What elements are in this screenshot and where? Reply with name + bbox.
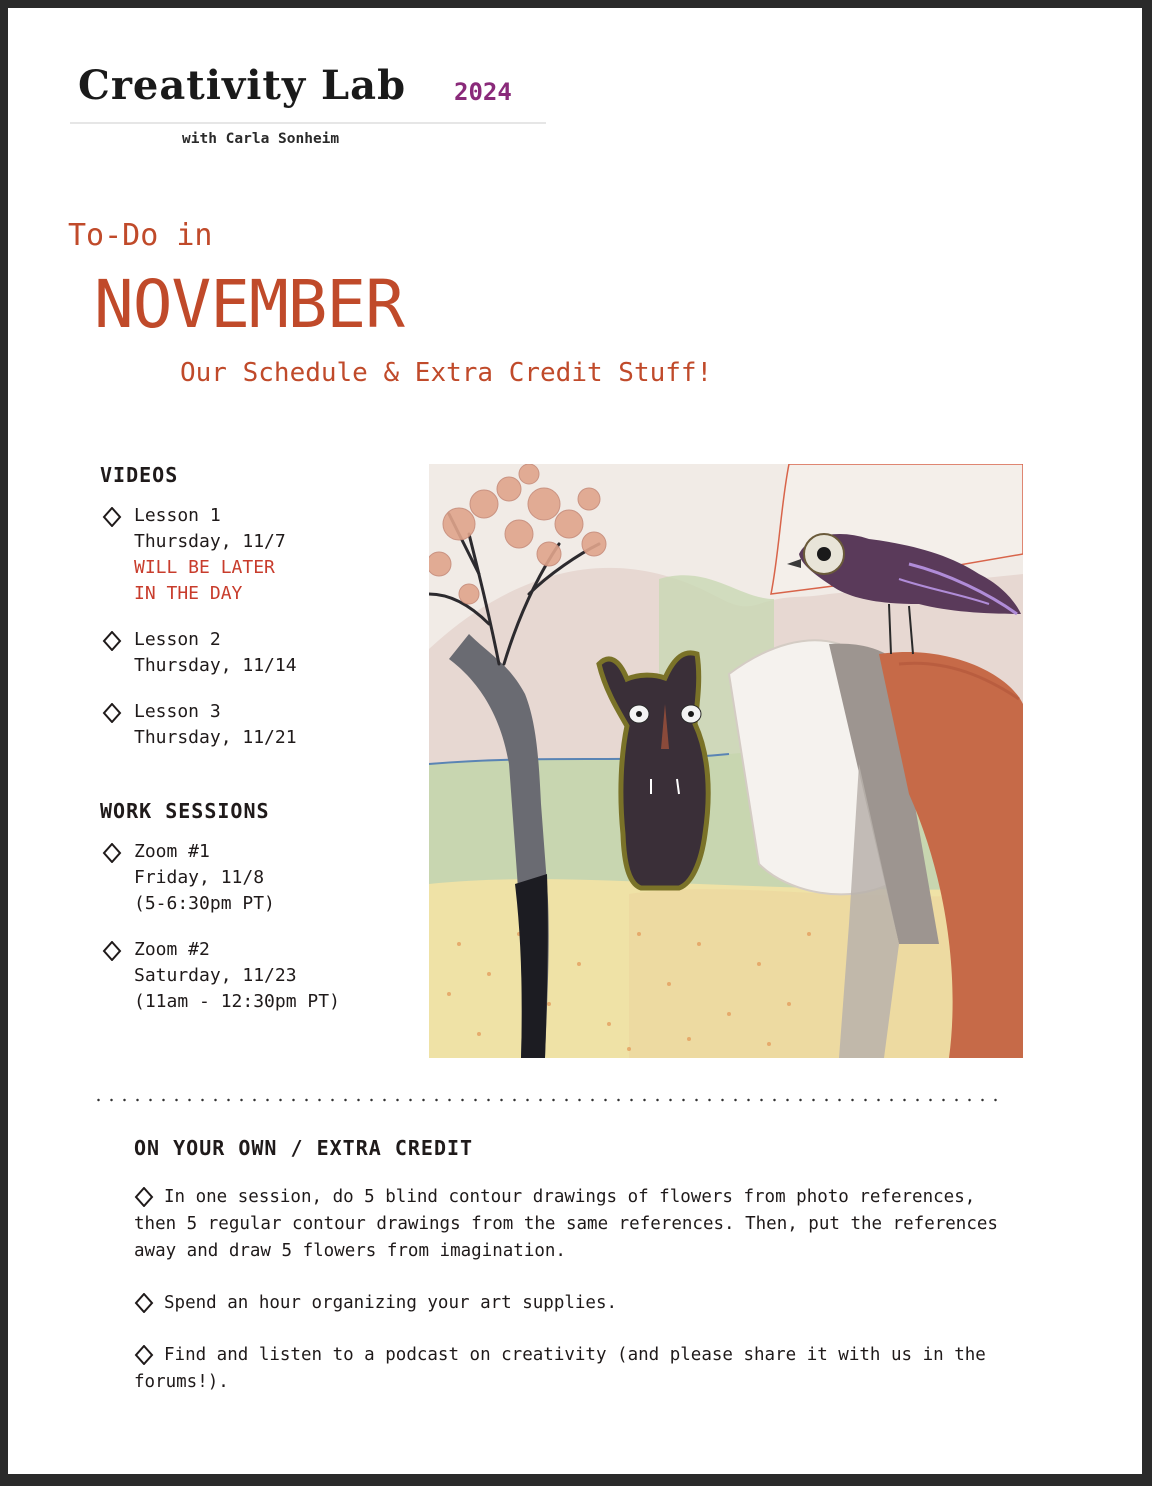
diamond-bullet-icon bbox=[102, 631, 122, 651]
session-date: Saturday, 11/23 bbox=[134, 965, 297, 986]
page-subtitle: Our Schedule & Extra Credit Stuff! bbox=[180, 358, 713, 388]
session-time: (11am - 12:30pm PT) bbox=[134, 991, 340, 1012]
extra-credit-heading: ON YOUR OWN / EXTRA CREDIT bbox=[134, 1136, 474, 1160]
extra-credit-section bbox=[134, 1136, 1014, 1421]
video-item bbox=[100, 699, 420, 751]
todo-heading: To-Do in bbox=[68, 218, 213, 253]
video-note: IN THE DAY bbox=[134, 583, 243, 604]
diamond-bullet-icon bbox=[102, 941, 122, 961]
extra-credit-item bbox=[134, 1290, 1014, 1317]
session-time: (5-6:30pm PT) bbox=[134, 893, 275, 914]
logo-byline: with Carla Sonheim bbox=[182, 131, 340, 147]
month-title: NOVEMBER bbox=[94, 266, 404, 343]
video-item bbox=[100, 503, 420, 607]
video-date: Thursday, 11/21 bbox=[134, 727, 297, 748]
logo bbox=[70, 56, 550, 147]
logo-year: 2024 bbox=[454, 78, 512, 106]
dotted-divider bbox=[92, 1098, 1002, 1102]
videos-heading: VIDEOS bbox=[100, 463, 179, 487]
schedule-column bbox=[100, 463, 420, 1035]
video-note: WILL BE LATER bbox=[134, 557, 275, 578]
diamond-bullet-icon bbox=[102, 843, 122, 863]
diamond-bullet-icon bbox=[102, 703, 122, 723]
logo-underline bbox=[70, 122, 546, 124]
diamond-bullet-icon bbox=[134, 1345, 154, 1365]
extra-credit-item bbox=[134, 1184, 1014, 1265]
video-title: Lesson 3 bbox=[134, 701, 221, 722]
extra-credit-item bbox=[134, 1342, 1014, 1396]
video-item bbox=[100, 627, 420, 679]
extra-credit-text: Spend an hour organizing your art supplies. bbox=[164, 1293, 618, 1313]
logo-name: Creativity Lab bbox=[78, 62, 407, 109]
video-date: Thursday, 11/14 bbox=[134, 655, 297, 676]
diamond-bullet-icon bbox=[102, 507, 122, 527]
diamond-bullet-icon bbox=[134, 1187, 154, 1207]
work-sessions-heading: WORK SESSIONS bbox=[100, 799, 270, 823]
video-title: Lesson 2 bbox=[134, 629, 221, 650]
session-title: Zoom #1 bbox=[134, 841, 210, 862]
diamond-bullet-icon bbox=[134, 1293, 154, 1313]
extra-credit-text: In one session, do 5 blind contour drawings of flowers from photo references, then 5 regular contour drawings from the same references. Then, put the references away and draw 5 flowers from imagination. bbox=[134, 1187, 998, 1261]
session-date: Friday, 11/8 bbox=[134, 867, 265, 888]
session-item bbox=[100, 839, 420, 917]
page bbox=[8, 8, 1142, 1474]
artwork-image bbox=[429, 464, 1023, 1058]
extra-credit-text: Find and listen to a podcast on creativity (and please share it with us in the forums!). bbox=[134, 1345, 986, 1392]
session-title: Zoom #2 bbox=[134, 939, 210, 960]
video-date: Thursday, 11/7 bbox=[134, 531, 286, 552]
video-title: Lesson 1 bbox=[134, 505, 221, 526]
session-item bbox=[100, 937, 420, 1015]
